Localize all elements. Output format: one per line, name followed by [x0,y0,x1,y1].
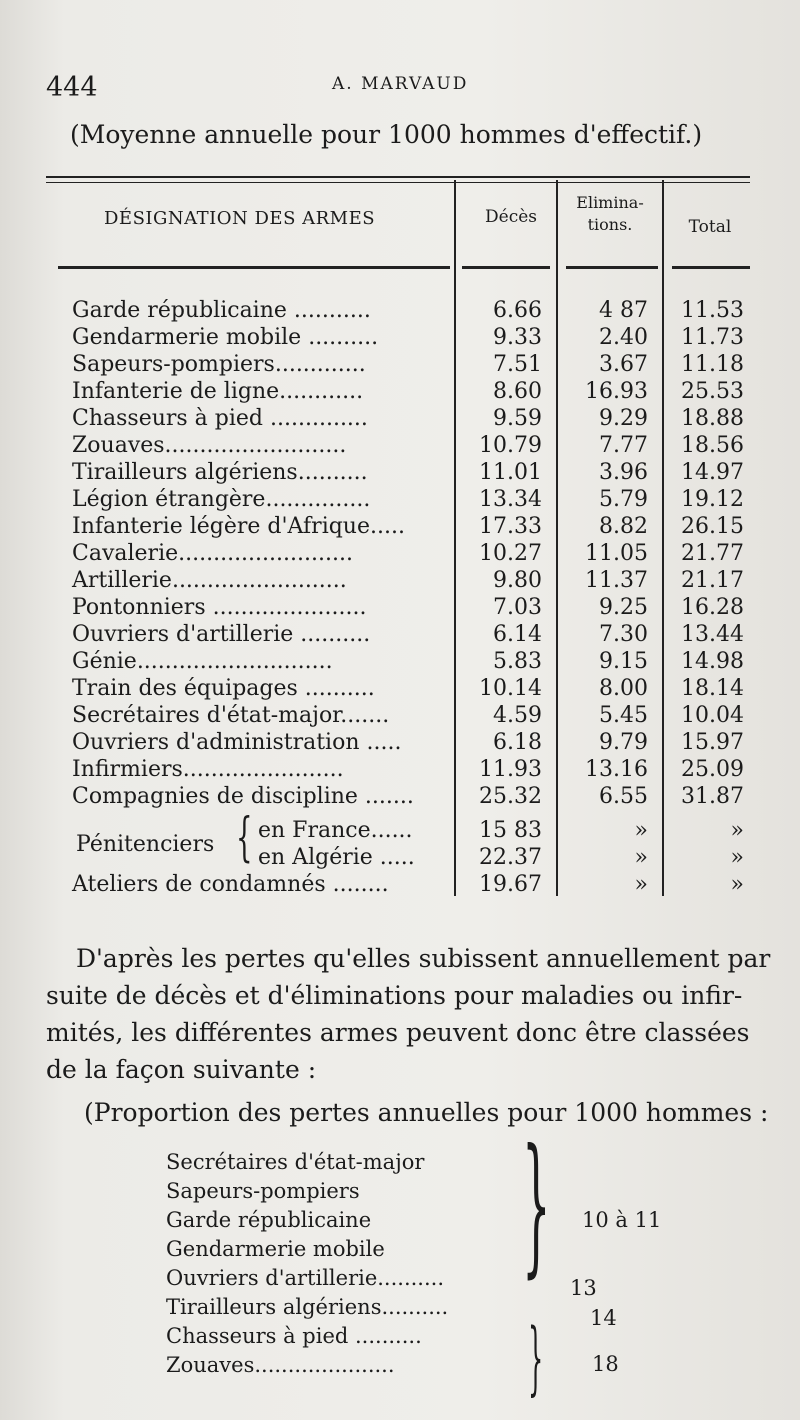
row-label: Ouvriers d'artillerie .......... [72,622,371,647]
row-eliminations: 9.15 [599,649,648,674]
row-deces: 5.83 [493,649,542,674]
table-top-rule-thin [46,182,750,183]
group2-value: 18 [592,1352,619,1376]
row-deces: 13.34 [479,487,542,512]
table-row [0,845,800,872]
paragraph-line: mités, les différentes armes peuvent donc être classées [46,1018,750,1047]
table-row [0,730,800,757]
header-rule-deces [462,266,550,269]
table-row [0,676,800,703]
row-label: Zouaves.......................... [72,433,347,458]
group2-brace: } [528,1311,544,1404]
row-total: 25.09 [681,757,744,782]
row-label: Ateliers de condamnés ........ [72,872,389,897]
ranking-item: Zouaves..................... [166,1353,395,1377]
body-paragraph [46,940,771,1088]
row-eliminations: 8.00 [599,676,648,701]
row-eliminations: 8.82 [599,514,648,539]
header-rule-total [672,266,750,269]
proportion-title: (Proportion des pertes annuelles pour 1000 hommes : [84,1098,769,1127]
row-deces: 9.80 [493,568,542,593]
row-label: Infanterie légère d'Afrique..... [72,514,405,539]
row-deces: 4.59 [493,703,542,728]
table-row [0,595,800,622]
row-total: » [730,845,744,870]
header-rule-eliminations [566,266,658,269]
header-rule-designation [58,266,450,269]
header-total: Total [688,217,732,237]
group1-brace: } [522,1118,551,1292]
penitenciers-brace: { [236,808,253,868]
row-total: 15.97 [681,730,744,755]
row-eliminations: 4 87 [599,298,648,323]
table-row [0,568,800,595]
row-total: 11.18 [681,352,744,377]
table-row [0,325,800,352]
row-deces: 8.60 [493,379,542,404]
row-eliminations: 11.37 [585,568,648,593]
header-eliminations-line2: tions. [587,215,633,234]
table-row [0,757,800,784]
row-label: Génie............................ [72,649,333,674]
row-label: Train des équipages .......... [72,676,375,701]
row-eliminations: 11.05 [585,541,648,566]
row-eliminations: 9.79 [599,730,648,755]
row-deces: 9.59 [493,406,542,431]
ranking-item: Ouvriers d'artillerie.......... [166,1266,445,1290]
row-deces: 6.66 [493,298,542,323]
table-subtitle: (Moyenne annuelle pour 1000 hommes d'effectif.) [70,120,703,149]
row-total: 11.73 [681,325,744,350]
row-total: 25.53 [681,379,744,404]
row-total: 16.28 [681,595,744,620]
row-eliminations: 7.77 [599,433,648,458]
ranking-item: Tirailleurs algériens.......... [166,1295,449,1319]
header-eliminations [562,192,658,236]
row-total: 18.56 [681,433,744,458]
table-row [0,379,800,406]
row-total: 26.15 [681,514,744,539]
row-total: 21.77 [681,541,744,566]
table-row [0,487,800,514]
running-head: A. MARVAUD [332,74,469,94]
row-label: Chasseurs à pied .............. [72,406,368,431]
row-eliminations: 9.25 [599,595,648,620]
row-eliminations: 5.79 [599,487,648,512]
row-eliminations: 7.30 [599,622,648,647]
row-eliminations: » [634,872,648,897]
row-label: Infirmiers....................... [72,757,344,782]
row-total: 11.53 [681,298,744,323]
row-deces: 7.03 [493,595,542,620]
row-deces: 11.93 [479,757,542,782]
row-total: 21.17 [681,568,744,593]
row-total: 10.04 [681,703,744,728]
table-row [0,818,800,845]
ranking-item: Garde républicaine [166,1208,372,1232]
row-label: en France...... [258,818,413,843]
table-row [0,541,800,568]
row-eliminations: 2.40 [599,325,648,350]
row-deces: 11.01 [479,460,542,485]
row-total: 13.44 [681,622,744,647]
row-label: Sapeurs-pompiers............. [72,352,366,377]
page-number: 444 [46,72,98,103]
row-total: 19.12 [681,487,744,512]
row-deces: 17.33 [479,514,542,539]
row-deces: 25.32 [479,784,542,809]
paragraph-line: suite de décès et d'éliminations pour maladies ou infir- [46,981,743,1010]
paragraph-line: D'après les pertes qu'elles subissent annuellement par [76,944,771,973]
tirailleurs-value: 14 [590,1306,617,1330]
row-deces: 10.27 [479,541,542,566]
table-row [0,298,800,325]
table-row [0,460,800,487]
row-total: 18.14 [681,676,744,701]
row-label: Secrétaires d'état-major....... [72,703,390,728]
row-deces: 9.33 [493,325,542,350]
table-row [0,872,800,899]
table-row [0,352,800,379]
row-eliminations: 16.93 [585,379,648,404]
row-total: » [730,872,744,897]
table-row [0,649,800,676]
row-total: 31.87 [681,784,744,809]
row-label: Gendarmerie mobile .......... [72,325,379,350]
row-deces: 10.79 [479,433,542,458]
ouvriers-value: 13 [570,1276,597,1300]
ranking-item: Secrétaires d'état-major [166,1150,425,1174]
row-total: 14.97 [681,460,744,485]
row-deces: 10.14 [479,676,542,701]
row-deces: 15 83 [479,818,542,843]
row-label: Artillerie......................... [72,568,347,593]
row-total: » [730,818,744,843]
table-row [0,406,800,433]
row-total: 14.98 [681,649,744,674]
row-deces: 19.67 [479,872,542,897]
row-deces: 22.37 [479,845,542,870]
row-total: 18.88 [681,406,744,431]
row-label: Garde républicaine ........... [72,298,371,323]
row-label: Cavalerie......................... [72,541,353,566]
ranking-item: Sapeurs-pompiers [166,1179,360,1203]
row-eliminations: 13.16 [585,757,648,782]
row-eliminations: » [634,845,648,870]
table-top-rule [46,176,750,178]
row-label: en Algérie ..... [258,845,415,870]
table-row [0,703,800,730]
row-label: Pontonniers ...................... [72,595,367,620]
ranking-item: Chasseurs à pied .......... [166,1324,422,1348]
row-eliminations: 3.67 [599,352,648,377]
table-row [0,514,800,541]
header-eliminations-line1: Elimina- [576,193,644,212]
header-deces: Décès [485,207,537,227]
row-eliminations: 3.96 [599,460,648,485]
table-row [0,433,800,460]
row-eliminations: » [634,818,648,843]
row-eliminations: 5.45 [599,703,648,728]
paragraph-line: de la façon suivante : [46,1055,317,1084]
ranking-item: Gendarmerie mobile [166,1237,385,1261]
header-designation: DÉSIGNATION DES ARMES [104,208,376,229]
row-eliminations: 6.55 [599,784,648,809]
penitenciers-label: Pénitenciers [76,832,215,857]
row-label: Ouvriers d'administration ..... [72,730,402,755]
row-label: Tirailleurs algériens.......... [72,460,368,485]
row-deces: 6.18 [493,730,542,755]
row-label: Infanterie de ligne............ [72,379,364,404]
row-eliminations: 9.29 [599,406,648,431]
table-row [0,784,800,811]
row-label: Légion étrangère............... [72,487,371,512]
row-label: Compagnies de discipline ....... [72,784,414,809]
group1-value: 10 à 11 [582,1208,662,1232]
row-deces: 7.51 [493,352,542,377]
table-row [0,622,800,649]
row-deces: 6.14 [493,622,542,647]
